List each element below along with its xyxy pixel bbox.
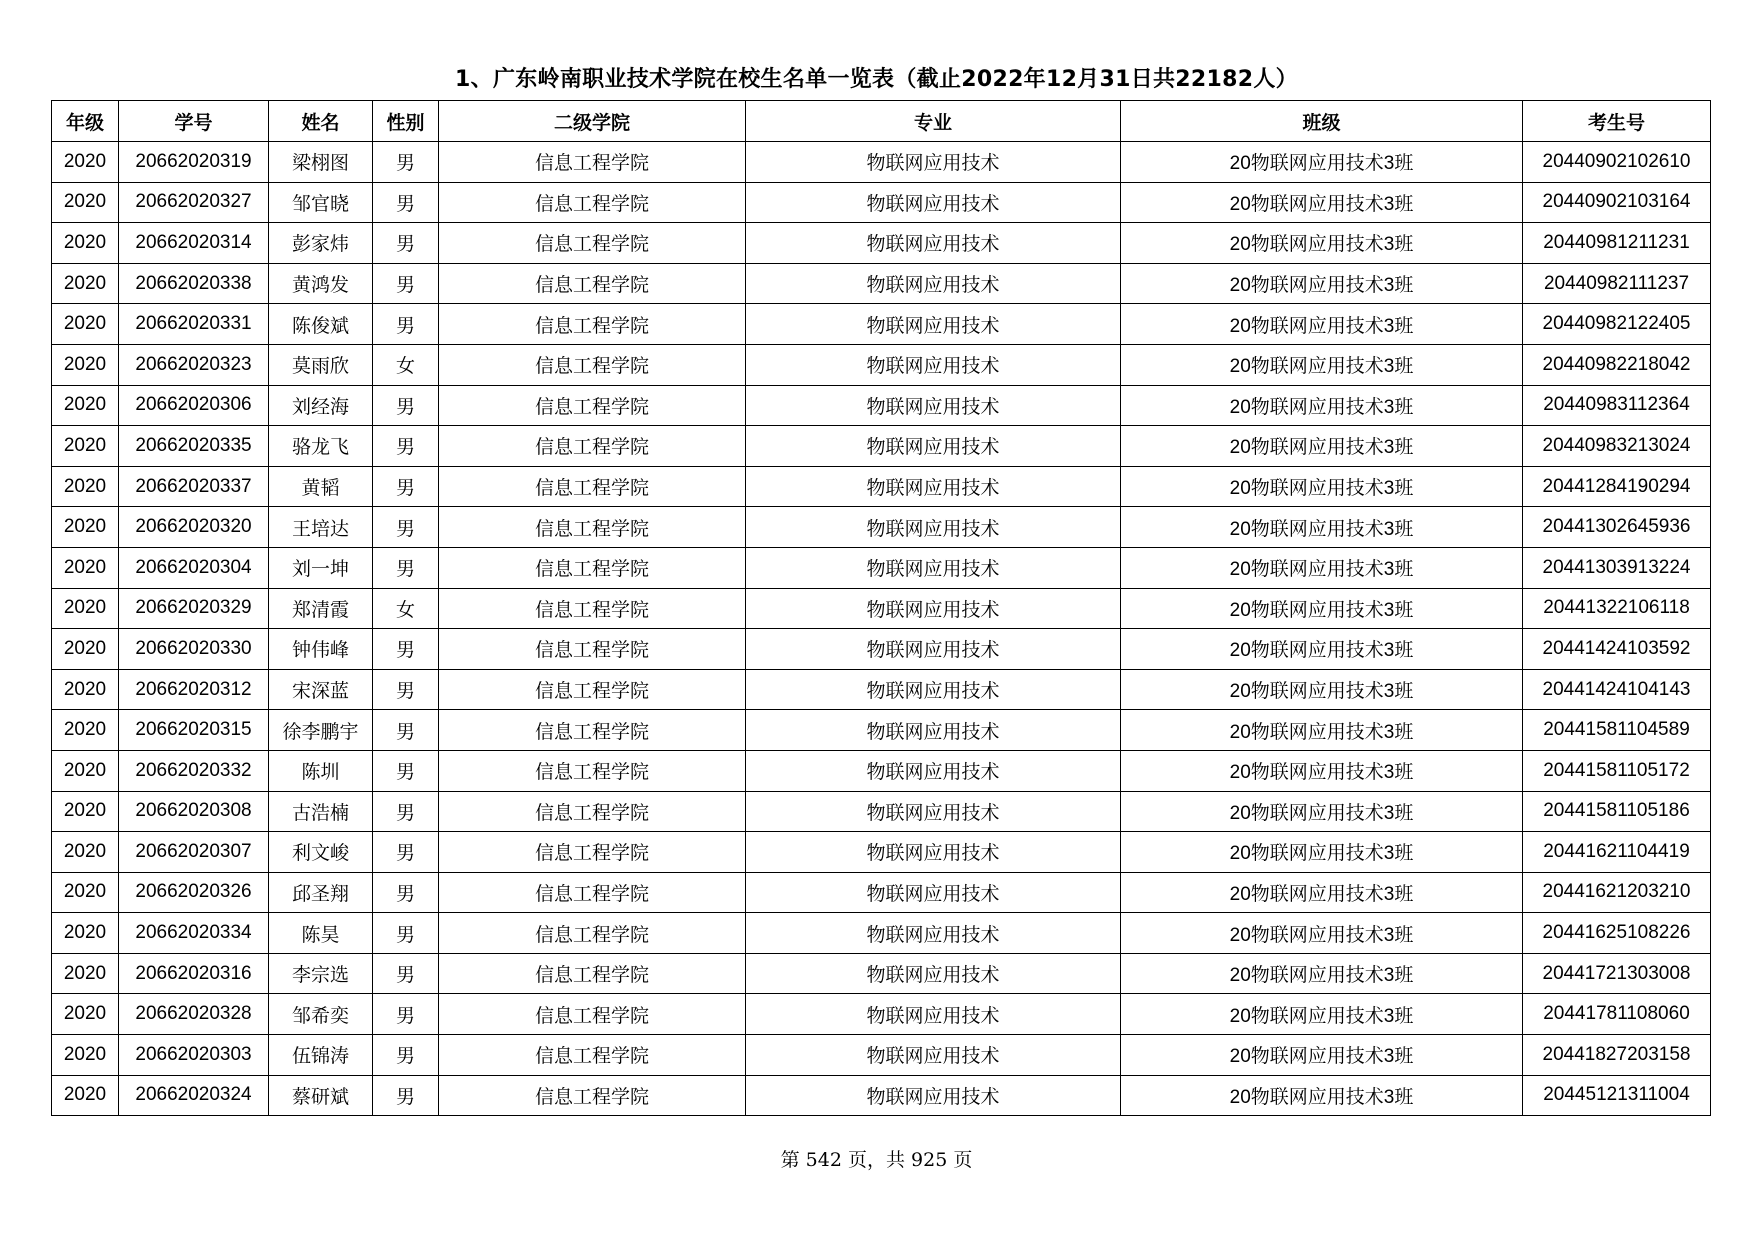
student-id-cell: 20662020324 xyxy=(119,1075,269,1116)
class-cell: 20物联网应用技术3班 xyxy=(1121,669,1523,710)
student-id-cell: 20662020308 xyxy=(119,791,269,832)
gender-cell: 男 xyxy=(373,263,439,304)
exam-number-cell: 20441322106118 xyxy=(1523,588,1711,629)
student-id-cell: 20662020320 xyxy=(119,507,269,548)
table-row xyxy=(52,507,1711,548)
name-cell: 刘一坤 xyxy=(269,547,373,588)
college-cell: 信息工程学院 xyxy=(439,913,746,954)
exam-number-cell: 20441581105186 xyxy=(1523,791,1711,832)
grade-cell: 2020 xyxy=(52,1035,119,1076)
table-row xyxy=(52,832,1711,873)
gender-cell: 男 xyxy=(373,426,439,467)
table-row xyxy=(52,791,1711,832)
student-id-cell: 20662020327 xyxy=(119,182,269,223)
major-cell: 物联网应用技术 xyxy=(746,629,1121,670)
gender-cell: 男 xyxy=(373,791,439,832)
table-row xyxy=(52,953,1711,994)
table-row xyxy=(52,182,1711,223)
name-cell: 彭家炜 xyxy=(269,223,373,264)
column-header-exam-number: 考生号 xyxy=(1523,101,1711,142)
exam-number-cell: 20441284190294 xyxy=(1523,466,1711,507)
gender-cell: 男 xyxy=(373,872,439,913)
college-cell: 信息工程学院 xyxy=(439,344,746,385)
class-cell: 20物联网应用技术3班 xyxy=(1121,791,1523,832)
class-cell: 20物联网应用技术3班 xyxy=(1121,750,1523,791)
student-id-cell: 20662020329 xyxy=(119,588,269,629)
gender-cell: 男 xyxy=(373,994,439,1035)
table-row xyxy=(52,629,1711,670)
name-cell: 郑清霞 xyxy=(269,588,373,629)
student-id-cell: 20662020315 xyxy=(119,710,269,751)
class-cell: 20物联网应用技术3班 xyxy=(1121,832,1523,873)
major-cell: 物联网应用技术 xyxy=(746,872,1121,913)
class-cell: 20物联网应用技术3班 xyxy=(1121,507,1523,548)
name-cell: 邱圣翔 xyxy=(269,872,373,913)
gender-cell: 男 xyxy=(373,385,439,426)
grade-cell: 2020 xyxy=(52,344,119,385)
name-cell: 陈圳 xyxy=(269,750,373,791)
class-cell: 20物联网应用技术3班 xyxy=(1121,629,1523,670)
major-cell: 物联网应用技术 xyxy=(746,304,1121,345)
table-row xyxy=(52,385,1711,426)
table-row xyxy=(52,750,1711,791)
class-cell: 20物联网应用技术3班 xyxy=(1121,710,1523,751)
grade-cell: 2020 xyxy=(52,953,119,994)
student-id-cell: 20662020328 xyxy=(119,994,269,1035)
major-cell: 物联网应用技术 xyxy=(746,710,1121,751)
student-id-cell: 20662020319 xyxy=(119,142,269,183)
student-id-cell: 20662020338 xyxy=(119,263,269,304)
grade-cell: 2020 xyxy=(52,710,119,751)
grade-cell: 2020 xyxy=(52,426,119,467)
class-cell: 20物联网应用技术3班 xyxy=(1121,1075,1523,1116)
college-cell: 信息工程学院 xyxy=(439,426,746,467)
college-cell: 信息工程学院 xyxy=(439,304,746,345)
major-cell: 物联网应用技术 xyxy=(746,913,1121,954)
table-row xyxy=(52,426,1711,467)
gender-cell: 男 xyxy=(373,832,439,873)
student-id-cell: 20662020335 xyxy=(119,426,269,467)
grade-cell: 2020 xyxy=(52,547,119,588)
grade-cell: 2020 xyxy=(52,669,119,710)
table-row xyxy=(52,223,1711,264)
major-cell: 物联网应用技术 xyxy=(746,588,1121,629)
major-cell: 物联网应用技术 xyxy=(746,182,1121,223)
college-cell: 信息工程学院 xyxy=(439,791,746,832)
class-cell: 20物联网应用技术3班 xyxy=(1121,385,1523,426)
grade-cell: 2020 xyxy=(52,913,119,954)
name-cell: 莫雨欣 xyxy=(269,344,373,385)
table-row xyxy=(52,710,1711,751)
exam-number-cell: 20441781108060 xyxy=(1523,994,1711,1035)
grade-cell: 2020 xyxy=(52,750,119,791)
gender-cell: 男 xyxy=(373,547,439,588)
major-cell: 物联网应用技术 xyxy=(746,953,1121,994)
table-row xyxy=(52,913,1711,954)
grade-cell: 2020 xyxy=(52,182,119,223)
student-id-cell: 20662020332 xyxy=(119,750,269,791)
college-cell: 信息工程学院 xyxy=(439,832,746,873)
exam-number-cell: 20440982122405 xyxy=(1523,304,1711,345)
student-id-cell: 20662020337 xyxy=(119,466,269,507)
exam-number-cell: 20441581105172 xyxy=(1523,750,1711,791)
class-cell: 20物联网应用技术3班 xyxy=(1121,182,1523,223)
college-cell: 信息工程学院 xyxy=(439,223,746,264)
student-id-cell: 20662020334 xyxy=(119,913,269,954)
exam-number-cell: 20441721303008 xyxy=(1523,953,1711,994)
column-header-major: 专业 xyxy=(746,101,1121,142)
college-cell: 信息工程学院 xyxy=(439,872,746,913)
grade-cell: 2020 xyxy=(52,588,119,629)
table-row xyxy=(52,304,1711,345)
major-cell: 物联网应用技术 xyxy=(746,344,1121,385)
table-header-row xyxy=(52,101,1711,142)
class-cell: 20物联网应用技术3班 xyxy=(1121,466,1523,507)
column-header-name: 姓名 xyxy=(269,101,373,142)
student-id-cell: 20662020323 xyxy=(119,344,269,385)
name-cell: 黄鸿发 xyxy=(269,263,373,304)
exam-number-cell: 20440982111237 xyxy=(1523,263,1711,304)
major-cell: 物联网应用技术 xyxy=(746,994,1121,1035)
name-cell: 骆龙飞 xyxy=(269,426,373,467)
table-row xyxy=(52,142,1711,183)
major-cell: 物联网应用技术 xyxy=(746,263,1121,304)
class-cell: 20物联网应用技术3班 xyxy=(1121,547,1523,588)
class-cell: 20物联网应用技术3班 xyxy=(1121,344,1523,385)
page-number-footer: 第 542 页，共 925 页 xyxy=(780,1149,973,1171)
gender-cell: 男 xyxy=(373,913,439,954)
table-row xyxy=(52,466,1711,507)
class-cell: 20物联网应用技术3班 xyxy=(1121,263,1523,304)
major-cell: 物联网应用技术 xyxy=(746,750,1121,791)
major-cell: 物联网应用技术 xyxy=(746,547,1121,588)
major-cell: 物联网应用技术 xyxy=(746,466,1121,507)
name-cell: 古浩楠 xyxy=(269,791,373,832)
grade-cell: 2020 xyxy=(52,791,119,832)
class-cell: 20物联网应用技术3班 xyxy=(1121,913,1523,954)
grade-cell: 2020 xyxy=(52,629,119,670)
major-cell: 物联网应用技术 xyxy=(746,1075,1121,1116)
class-cell: 20物联网应用技术3班 xyxy=(1121,223,1523,264)
student-id-cell: 20662020316 xyxy=(119,953,269,994)
name-cell: 梁栩图 xyxy=(269,142,373,183)
class-cell: 20物联网应用技术3班 xyxy=(1121,304,1523,345)
student-id-cell: 20662020331 xyxy=(119,304,269,345)
class-cell: 20物联网应用技术3班 xyxy=(1121,426,1523,467)
exam-number-cell: 20440983112364 xyxy=(1523,385,1711,426)
grade-cell: 2020 xyxy=(52,507,119,548)
table-row xyxy=(52,994,1711,1035)
grade-cell: 2020 xyxy=(52,263,119,304)
student-id-cell: 20662020304 xyxy=(119,547,269,588)
class-cell: 20物联网应用技术3班 xyxy=(1121,994,1523,1035)
major-cell: 物联网应用技术 xyxy=(746,507,1121,548)
exam-number-cell: 20441621104419 xyxy=(1523,832,1711,873)
college-cell: 信息工程学院 xyxy=(439,994,746,1035)
grade-cell: 2020 xyxy=(52,304,119,345)
major-cell: 物联网应用技术 xyxy=(746,669,1121,710)
gender-cell: 女 xyxy=(373,588,439,629)
gender-cell: 男 xyxy=(373,507,439,548)
college-cell: 信息工程学院 xyxy=(439,142,746,183)
name-cell: 邹希奕 xyxy=(269,994,373,1035)
grade-cell: 2020 xyxy=(52,994,119,1035)
exam-number-cell: 20441303913224 xyxy=(1523,547,1711,588)
exam-number-cell: 20440902102610 xyxy=(1523,142,1711,183)
gender-cell: 男 xyxy=(373,710,439,751)
name-cell: 陈昊 xyxy=(269,913,373,954)
gender-cell: 男 xyxy=(373,953,439,994)
table-row xyxy=(52,547,1711,588)
exam-number-cell: 20440902103164 xyxy=(1523,182,1711,223)
college-cell: 信息工程学院 xyxy=(439,1075,746,1116)
exam-number-cell: 20440982218042 xyxy=(1523,344,1711,385)
college-cell: 信息工程学院 xyxy=(439,710,746,751)
exam-number-cell: 20441625108226 xyxy=(1523,913,1711,954)
exam-number-cell: 20441827203158 xyxy=(1523,1035,1711,1076)
page-title: 1、广东岭南职业技术学院在校生名单一览表（截止2022年12月31日共22182人） xyxy=(455,67,1298,92)
college-cell: 信息工程学院 xyxy=(439,750,746,791)
name-cell: 徐李鹏宇 xyxy=(269,710,373,751)
exam-number-cell: 20441424103592 xyxy=(1523,629,1711,670)
grade-cell: 2020 xyxy=(52,1075,119,1116)
major-cell: 物联网应用技术 xyxy=(746,791,1121,832)
student-id-cell: 20662020326 xyxy=(119,872,269,913)
exam-number-cell: 20440981211231 xyxy=(1523,223,1711,264)
name-cell: 钟伟峰 xyxy=(269,629,373,670)
table-body xyxy=(52,142,1711,1116)
student-roster-table xyxy=(51,100,1711,1116)
major-cell: 物联网应用技术 xyxy=(746,385,1121,426)
name-cell: 刘经海 xyxy=(269,385,373,426)
grade-cell: 2020 xyxy=(52,223,119,264)
name-cell: 宋深蓝 xyxy=(269,669,373,710)
name-cell: 蔡研斌 xyxy=(269,1075,373,1116)
grade-cell: 2020 xyxy=(52,872,119,913)
class-cell: 20物联网应用技术3班 xyxy=(1121,142,1523,183)
college-cell: 信息工程学院 xyxy=(439,385,746,426)
column-header-gender: 性别 xyxy=(373,101,439,142)
major-cell: 物联网应用技术 xyxy=(746,1035,1121,1076)
college-cell: 信息工程学院 xyxy=(439,629,746,670)
exam-number-cell: 20441424104143 xyxy=(1523,669,1711,710)
class-cell: 20物联网应用技术3班 xyxy=(1121,588,1523,629)
exam-number-cell: 20445121311004 xyxy=(1523,1075,1711,1116)
college-cell: 信息工程学院 xyxy=(439,263,746,304)
name-cell: 邹官晓 xyxy=(269,182,373,223)
column-header-class: 班级 xyxy=(1121,101,1523,142)
student-id-cell: 20662020306 xyxy=(119,385,269,426)
student-id-cell: 20662020307 xyxy=(119,832,269,873)
name-cell: 伍锦涛 xyxy=(269,1035,373,1076)
name-cell: 黄韬 xyxy=(269,466,373,507)
table-row xyxy=(52,1075,1711,1116)
exam-number-cell: 20440983213024 xyxy=(1523,426,1711,467)
major-cell: 物联网应用技术 xyxy=(746,223,1121,264)
grade-cell: 2020 xyxy=(52,142,119,183)
table-row xyxy=(52,1035,1711,1076)
table-row xyxy=(52,344,1711,385)
exam-number-cell: 20441621203210 xyxy=(1523,872,1711,913)
college-cell: 信息工程学院 xyxy=(439,547,746,588)
college-cell: 信息工程学院 xyxy=(439,507,746,548)
student-id-cell: 20662020314 xyxy=(119,223,269,264)
grade-cell: 2020 xyxy=(52,466,119,507)
major-cell: 物联网应用技术 xyxy=(746,832,1121,873)
college-cell: 信息工程学院 xyxy=(439,669,746,710)
gender-cell: 男 xyxy=(373,304,439,345)
name-cell: 利文峻 xyxy=(269,832,373,873)
table-row xyxy=(52,588,1711,629)
column-header-student-id: 学号 xyxy=(119,101,269,142)
gender-cell: 男 xyxy=(373,629,439,670)
student-id-cell: 20662020303 xyxy=(119,1035,269,1076)
college-cell: 信息工程学院 xyxy=(439,182,746,223)
table-row xyxy=(52,263,1711,304)
class-cell: 20物联网应用技术3班 xyxy=(1121,872,1523,913)
gender-cell: 男 xyxy=(373,466,439,507)
major-cell: 物联网应用技术 xyxy=(746,426,1121,467)
column-header-college: 二级学院 xyxy=(439,101,746,142)
college-cell: 信息工程学院 xyxy=(439,1035,746,1076)
class-cell: 20物联网应用技术3班 xyxy=(1121,953,1523,994)
gender-cell: 男 xyxy=(373,669,439,710)
grade-cell: 2020 xyxy=(52,832,119,873)
table-row xyxy=(52,872,1711,913)
student-id-cell: 20662020312 xyxy=(119,669,269,710)
exam-number-cell: 20441302645936 xyxy=(1523,507,1711,548)
gender-cell: 男 xyxy=(373,223,439,264)
table-row xyxy=(52,669,1711,710)
gender-cell: 男 xyxy=(373,1035,439,1076)
gender-cell: 男 xyxy=(373,1075,439,1116)
class-cell: 20物联网应用技术3班 xyxy=(1121,1035,1523,1076)
gender-cell: 女 xyxy=(373,344,439,385)
name-cell: 陈俊斌 xyxy=(269,304,373,345)
gender-cell: 男 xyxy=(373,750,439,791)
gender-cell: 男 xyxy=(373,142,439,183)
college-cell: 信息工程学院 xyxy=(439,466,746,507)
college-cell: 信息工程学院 xyxy=(439,953,746,994)
college-cell: 信息工程学院 xyxy=(439,588,746,629)
column-header-grade: 年级 xyxy=(52,101,119,142)
major-cell: 物联网应用技术 xyxy=(746,142,1121,183)
name-cell: 李宗选 xyxy=(269,953,373,994)
student-id-cell: 20662020330 xyxy=(119,629,269,670)
gender-cell: 男 xyxy=(373,182,439,223)
exam-number-cell: 20441581104589 xyxy=(1523,710,1711,751)
grade-cell: 2020 xyxy=(52,385,119,426)
name-cell: 王培达 xyxy=(269,507,373,548)
